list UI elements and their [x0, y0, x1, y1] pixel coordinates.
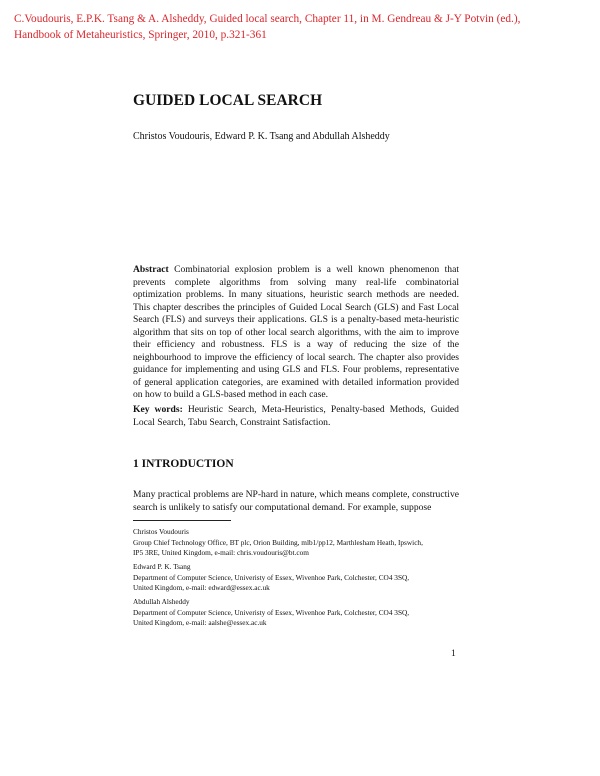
footnote-name: Abdullah Alsheddy: [133, 596, 190, 606]
intro-paragraph: Many practical problems are NP-hard in nature, which means complete, constructive search is unlikely to satisfy our computational demand. For example, suppose: [133, 489, 459, 513]
section-heading: 1 INTRODUCTION: [133, 458, 234, 470]
abstract-label: Abstract: [133, 264, 169, 275]
footnote-author-1: [133, 527, 463, 559]
footnote-name: Edward P. K. Tsang: [133, 561, 191, 571]
keywords-label: Key words:: [133, 404, 183, 415]
footnote-affiliation: Department of Computer Science, Univeristy of Essex, Wivenhoe Park, Colchester, CO4 3SQ,: [133, 607, 410, 617]
citation-header: [14, 11, 574, 43]
citation-line-2: Handbook of Metaheuristics, Springer, 2010, p.321-361: [14, 29, 267, 41]
abstract-text: Combinatorial explosion problem is a well known phenomenon that prevents complete algorithms from solving many real-life combinatorial optimization problems. In many situations, heuristic search methods are needed. This chapter describes the principles of Guided Local Search (GLS) and Fast Local Search (FLS) and surveys their applications. GLS is a penalty-based meta-heuristic algorithm that sits on top of other local search algorithms, with the aim to improve their efficiency and robustness. FLS is a way of reducing the size of the neighbourhood to improve the efficiency of local search. The chapter also provides guidance for implementing and using GLS and FLS. Four problems, representative of general application categories, are examined with detailed information provided on how to build a GLS-based method in each case.: [133, 264, 459, 400]
footnote-author-2: [133, 562, 463, 594]
author-footnotes: [133, 527, 463, 632]
abstract: [133, 264, 459, 402]
footnote-divider: [133, 520, 231, 521]
page-number: 1: [451, 648, 456, 659]
footnote-affiliation: Group Chief Technology Office, BT plc, Orion Building, mlb1/pp12, Marthlesham Heath, Ipswich,: [133, 537, 423, 547]
footnote-contact: IP5 3RE, United Kingdom, e-mail: chris.voudouris@bt.com: [133, 548, 309, 558]
keywords-text: Heuristic Search, Meta-Heuristics, Penalty-based Methods, Guided Local Search, Tabu Search, Constraint Satisfaction.: [133, 404, 459, 428]
footnote-contact: United Kingdom, e-mail: edward@essex.ac.uk: [133, 583, 270, 593]
keywords: [133, 404, 459, 429]
paper-authors: Christos Voudouris, Edward P. K. Tsang and Abdullah Alsheddy: [133, 131, 390, 142]
citation-line-1: C.Voudouris, E.P.K. Tsang & A. Alsheddy, Guided local search, Chapter 11, in M. Gendreau & J-Y Potvin (ed.),: [14, 13, 521, 25]
footnote-author-3: [133, 597, 463, 629]
footnote-name: Christos Voudouris: [133, 527, 189, 536]
footnote-affiliation: Department of Computer Science, Univeristy of Essex, Wivenhoe Park, Colchester, CO4 3SQ,: [133, 572, 410, 582]
paper-title: GUIDED LOCAL SEARCH: [133, 92, 323, 109]
footnote-contact: United Kingdom, e-mail: aalshe@essex.ac.uk: [133, 618, 267, 628]
